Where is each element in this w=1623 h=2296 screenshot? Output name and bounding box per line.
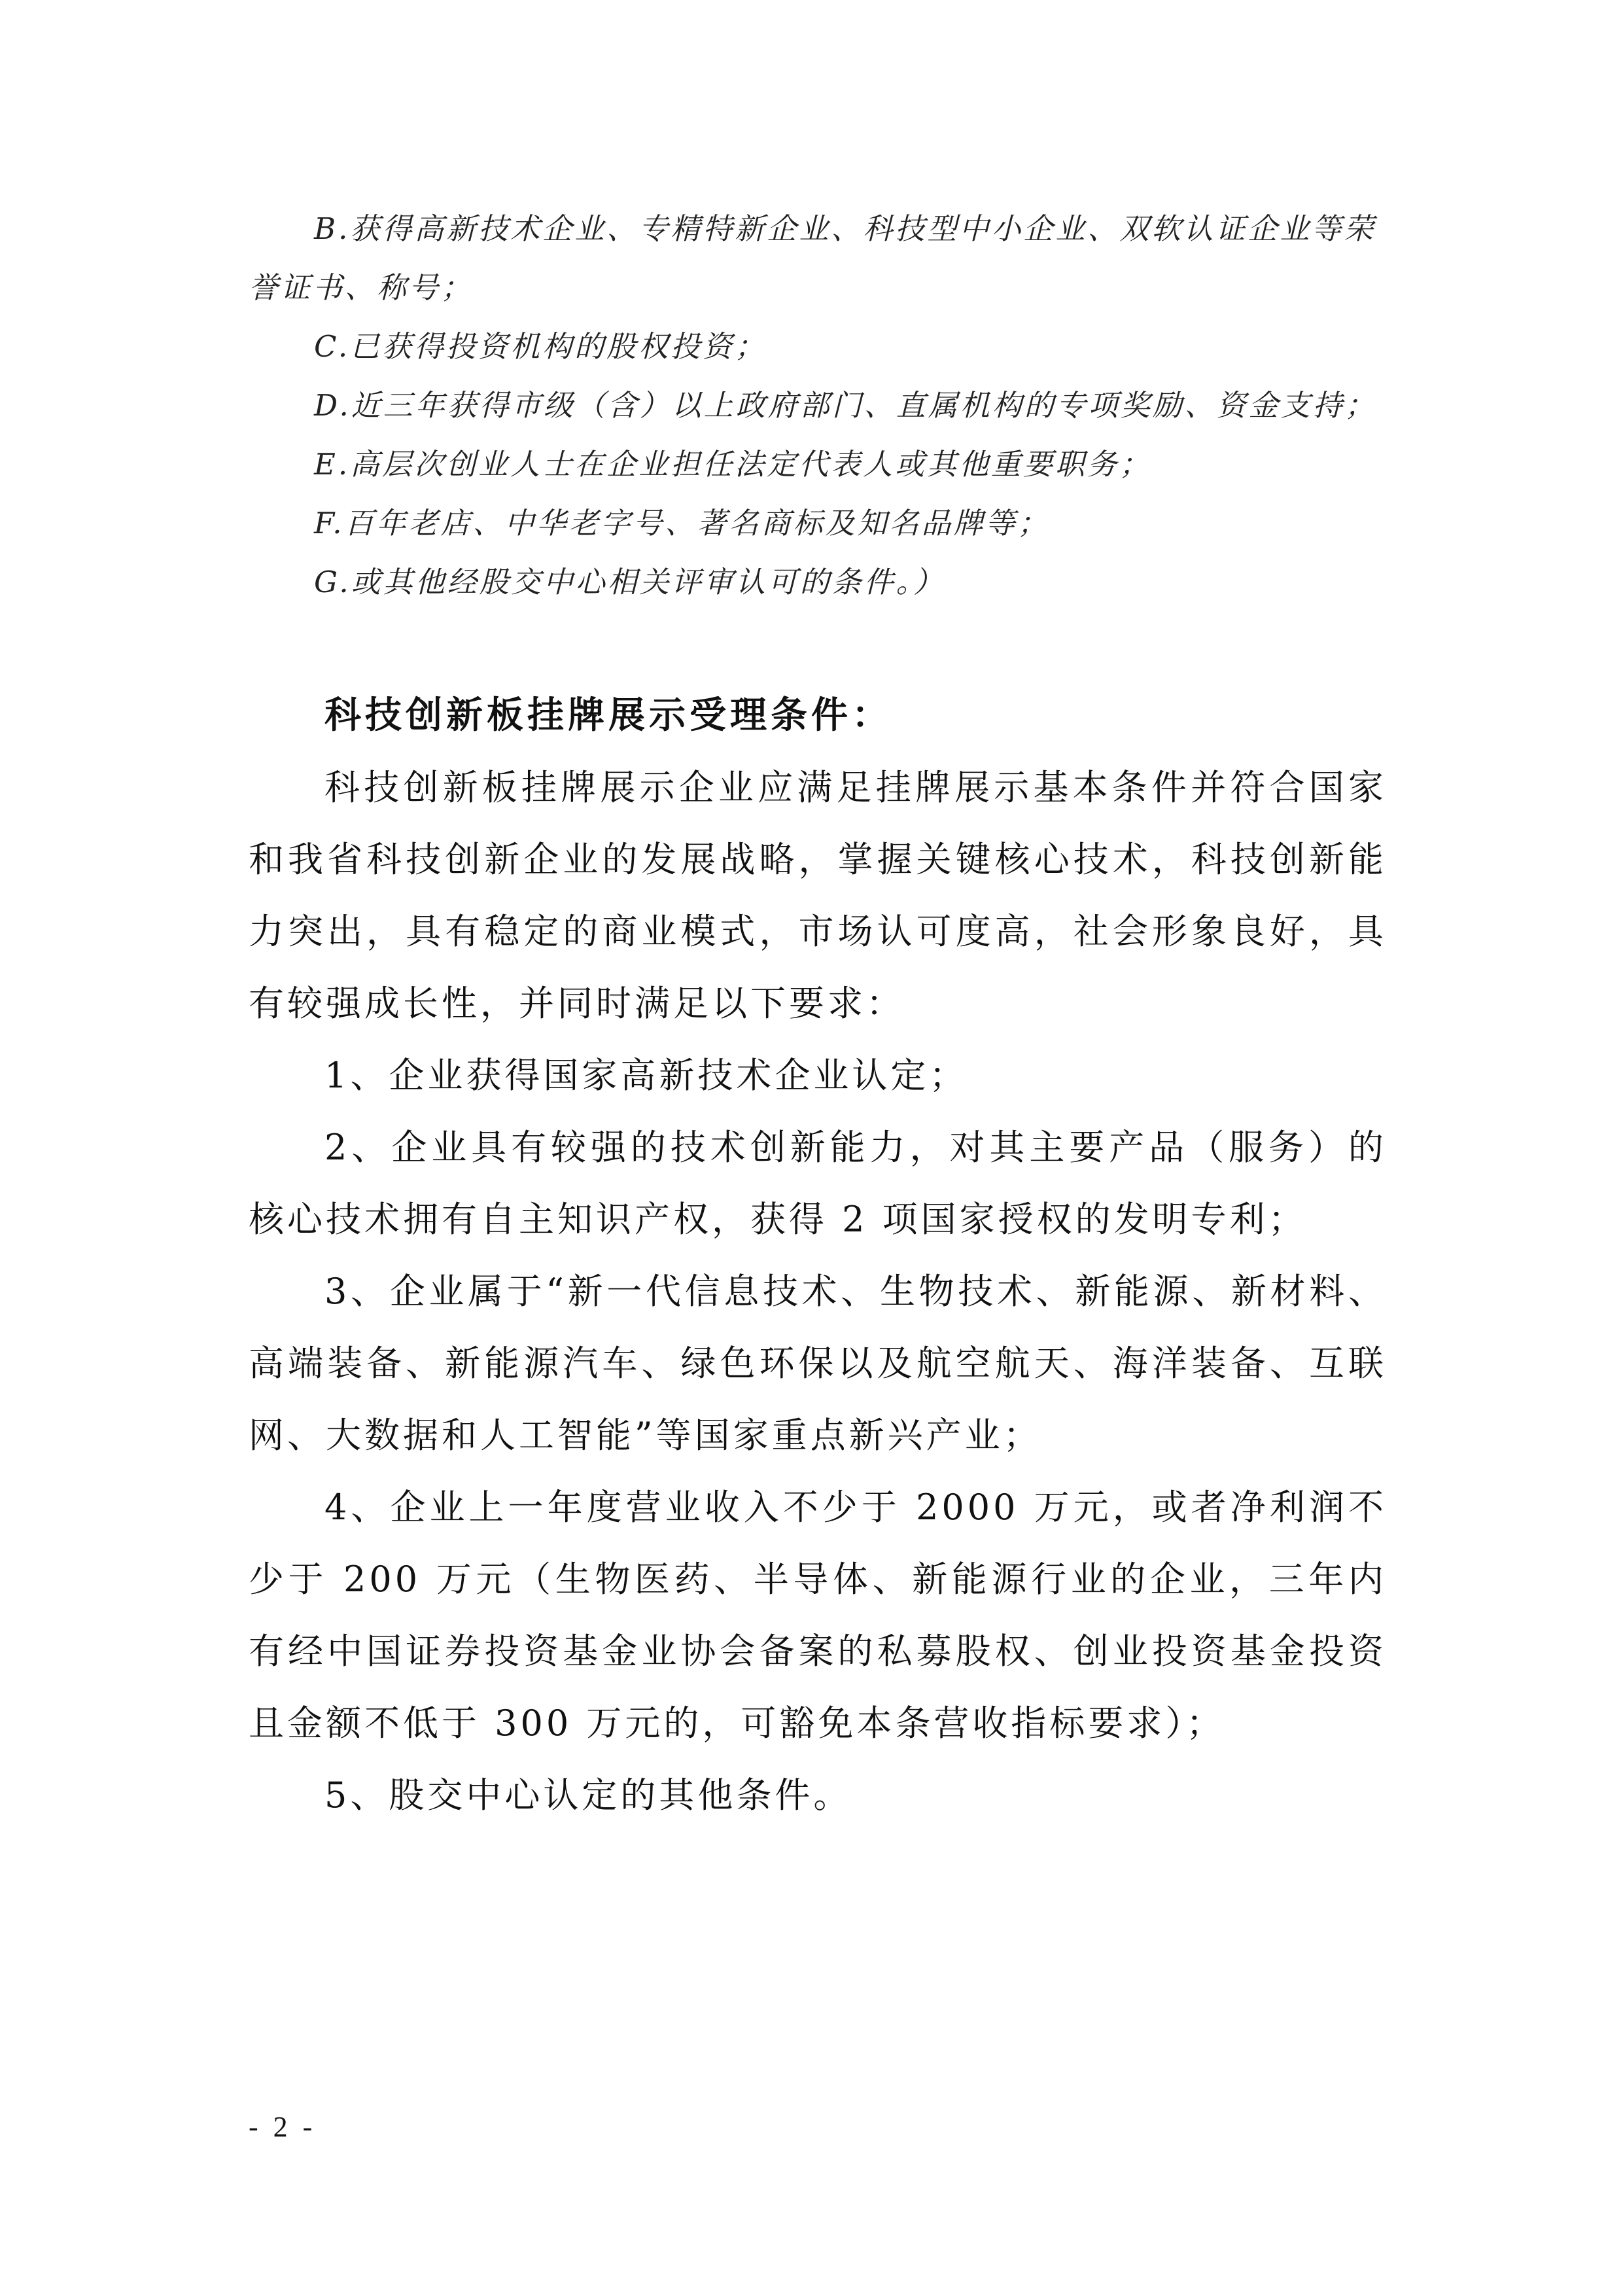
criteria-item-b: B.获得高新技术企业、专精特新企业、科技型中小企业、双软认证企业等荣誉证书、称号；	[249, 211, 1376, 305]
requirement-2: 2、企业具有较强的技术创新能力，对其主要产品（服务）的核心技术拥有自主知识产权，获得 2 项国家授权的发明专利；	[249, 1127, 1387, 1240]
requirement-1: 1、企业获得国家高新技术企业认定；	[324, 1055, 968, 1096]
requirement-3: 3、企业属于“新一代信息技术、生物技术、新能源、新材料、高端装备、新能源汽车、绿色环保以及航空航天、海洋装备、互联网、大数据和人工智能”等国家重点新兴产业；	[249, 1271, 1387, 1456]
criteria-item-f: F.百年老店、中华老字号、著名商标及知名品牌等；	[314, 506, 1050, 540]
requirement-4: 4、企业上一年度营业收入不少于 2000 万元，或者净利润不少于 200 万元（生物医药、半导体、新能源行业的企业，三年内有经中国证券投资基金业协会备案的私募股权、创业投资基金投资且金额不低于 300 万元的，可豁免本条营收指标要求）；	[249, 1487, 1387, 1744]
intro-paragraph: 科技创新板挂牌展示企业应满足挂牌展示基本条件并符合国家和我省科技创新企业的发展战略，掌握关键核心技术，科技创新能力突出，具有稳定的商业模式，市场认可度高，社会形象良好，具有较强成长性，并同时满足以下要求：	[249, 767, 1387, 1024]
criteria-item-g: G.或其他经股交中心相关评审认可的条件。）	[314, 565, 946, 599]
criteria-item-c: C.已获得投资机构的股权投资；	[314, 329, 767, 364]
section-title: 科技创新板挂牌展示受理条件：	[324, 694, 892, 737]
page-number: - 2 -	[249, 2111, 317, 2143]
criteria-item-e: E.高层次创业人士在企业担任法定代表人或其他重要职务；	[314, 447, 1152, 482]
requirement-5: 5、股交中心认定的其他条件。	[324, 1775, 852, 1816]
criteria-item-d: D.近三年获得市级（含）以上政府部门、直属机构的专项奖励、资金支持；	[314, 388, 1377, 423]
page-content	[249, 200, 1387, 1831]
